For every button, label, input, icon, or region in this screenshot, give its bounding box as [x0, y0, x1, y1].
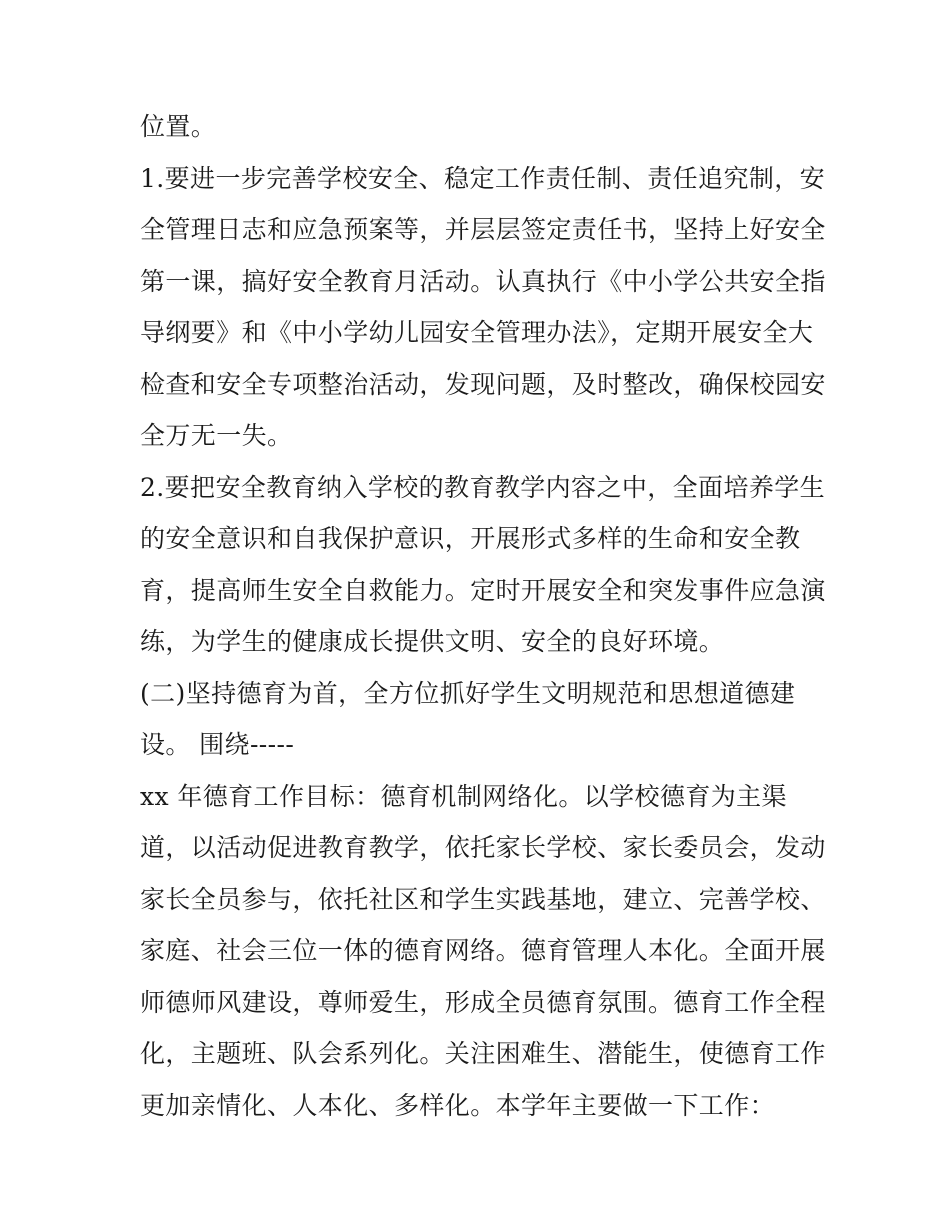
- text-line: 师德师风建设，尊师爱生，形成全员德育氛围。德育工作全程: [140, 987, 826, 1017]
- text-line: 设。 围绕-----: [140, 730, 295, 759]
- text-line: (二)坚持德育为首，全方位抓好学生文明规范和思想道德建: [140, 678, 796, 708]
- text-line: 2.要把安全教育纳入学校的教育教学内容之中，全面培养学生: [140, 472, 826, 502]
- document-body: [140, 101, 826, 1131]
- text-line: 练，为学生的健康成长提供文明、安全的良好环境。: [140, 627, 725, 656]
- text-line: 1.要进一步完善学校安全、稳定工作责任制、责任追究制，安: [140, 163, 826, 193]
- text-line: 全管理日志和应急预案等，并层层签定责任书，坚持上好安全: [140, 215, 826, 244]
- text-line: 化，主题班、队会系列化。关注困难生、潜能生，使德育工作: [140, 1039, 826, 1068]
- text-line: 育，提高师生安全自救能力。定时开展安全和突发事件应急演: [140, 575, 826, 605]
- text-line: 全万无一失。: [140, 421, 293, 450]
- text-line: 道，以活动促进教育教学，依托家长学校、家长委员会，发动: [140, 833, 826, 862]
- text-line: 检查和安全专项整治活动，发现问题，及时整改，确保校园安: [140, 369, 826, 399]
- text-line: 位置。: [140, 112, 217, 141]
- text-line: 更加亲情化、人本化、多样化。本学年主要做一下工作：: [140, 1090, 776, 1120]
- text-line: xx 年德育工作目标：德育机制网络化。以学校德育为主渠: [140, 781, 787, 811]
- text-line: 家庭、社会三位一体的德育网络。德育管理人本化。全面开展: [140, 936, 826, 965]
- text-line: 第一课，搞好安全教育月活动。认真执行《中小学公共安全指: [140, 266, 826, 296]
- text-line: 家长全员参与，依托社区和学生实践基地，建立、完善学校、: [140, 884, 826, 914]
- text-line: 的安全意识和自我保护意识，开展形式多样的生命和安全教: [140, 524, 801, 553]
- text-line: 导纲要》和《中小学幼儿园安全管理办法》，定期开展安全大: [140, 318, 814, 347]
